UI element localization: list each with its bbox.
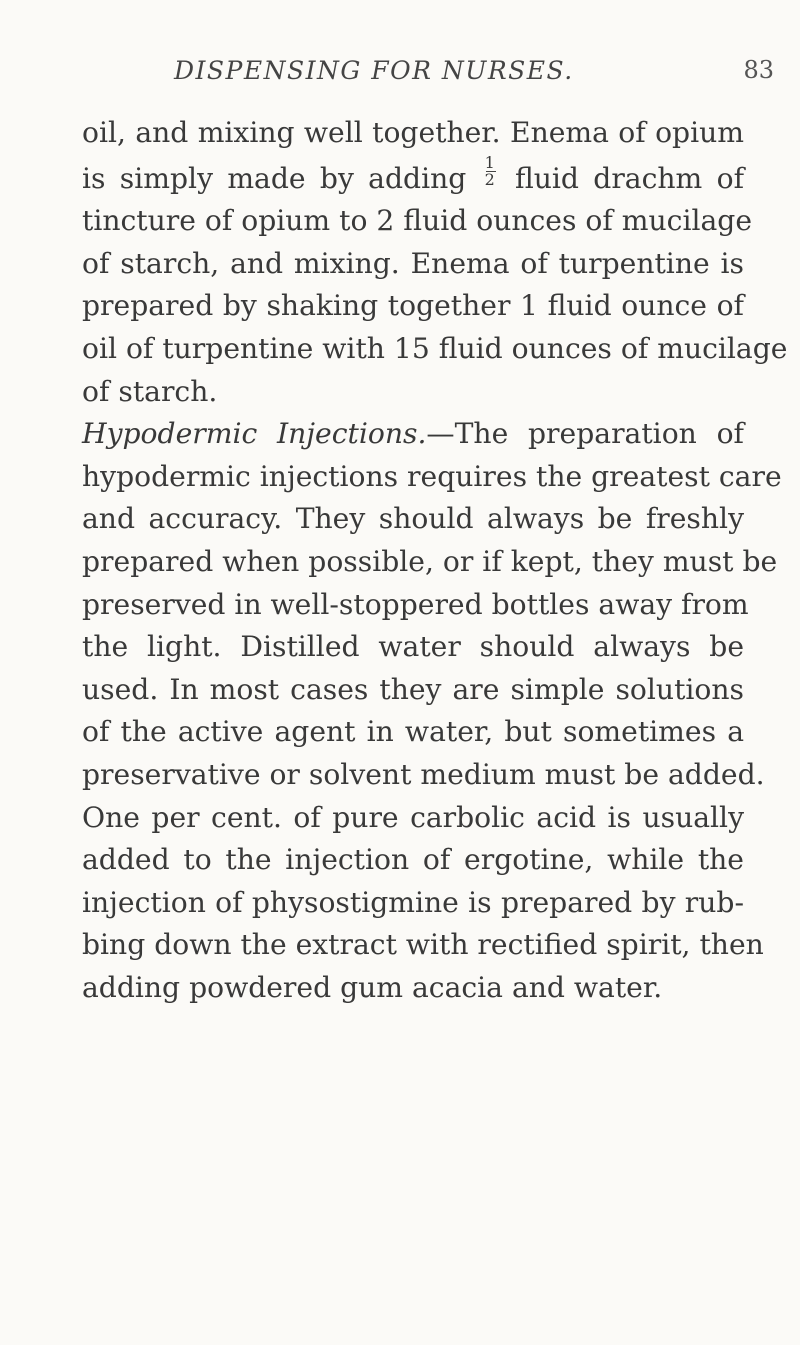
text-line: One per cent. of pure carbolic acid is usually — [82, 800, 744, 834]
text-line: of the active agent in water, but sometimes a — [82, 715, 744, 749]
text-line: preserved in well-stoppered bottles away from — [82, 587, 749, 621]
text-line: hypodermic injections requires the greatest care — [82, 459, 782, 493]
text-line: added to the injection of ergotine, while the — [82, 843, 744, 877]
fraction-denominator: 2 — [484, 169, 495, 189]
text-line: adding powdered gum acacia and water. — [82, 970, 663, 1004]
text-segment: —The preparation of — [426, 417, 744, 451]
text-line: tincture of opium to 2 fluid ounces of mucilage — [82, 204, 753, 238]
half-fraction — [484, 152, 497, 189]
body-text — [82, 112, 788, 1009]
text-line: preservative or solvent medium must be added. — [82, 757, 765, 791]
text-segment: is simply made by adding — [82, 161, 481, 195]
text-line: prepared when possible, or if kept, they must be — [82, 544, 778, 578]
running-head — [82, 56, 774, 90]
fraction-numerator: 1 — [484, 152, 495, 172]
running-title: DISPENSING FOR NURSES. — [174, 56, 574, 85]
text-line: injection of physostigmine is prepared by rub- — [82, 885, 744, 919]
text-line — [82, 152, 744, 201]
text-line: of starch. — [82, 374, 218, 408]
text-line: bing down the extract with rectified spirit, then — [82, 928, 764, 962]
text-line: the light. Distilled water should always be — [82, 630, 744, 664]
text-line: oil of turpentine with 15 fluid ounces of mucilage — [82, 331, 788, 365]
section-heading: Hypodermic Injections. — [82, 417, 427, 451]
text-line: oil, and mixing well together. Enema of opium — [82, 116, 744, 149]
text-line: used. In most cases they are simple solutions — [82, 672, 744, 706]
text-line: and accuracy. They should always be freshly — [82, 502, 744, 536]
text-segment: fluid drachm of — [500, 161, 744, 195]
page-number: 83 — [743, 56, 774, 84]
text-line: prepared by shaking together 1 fluid ounce of — [82, 289, 744, 323]
text-line: of starch, and mixing. Enema of turpentine is — [82, 246, 744, 280]
text-line — [82, 413, 744, 456]
